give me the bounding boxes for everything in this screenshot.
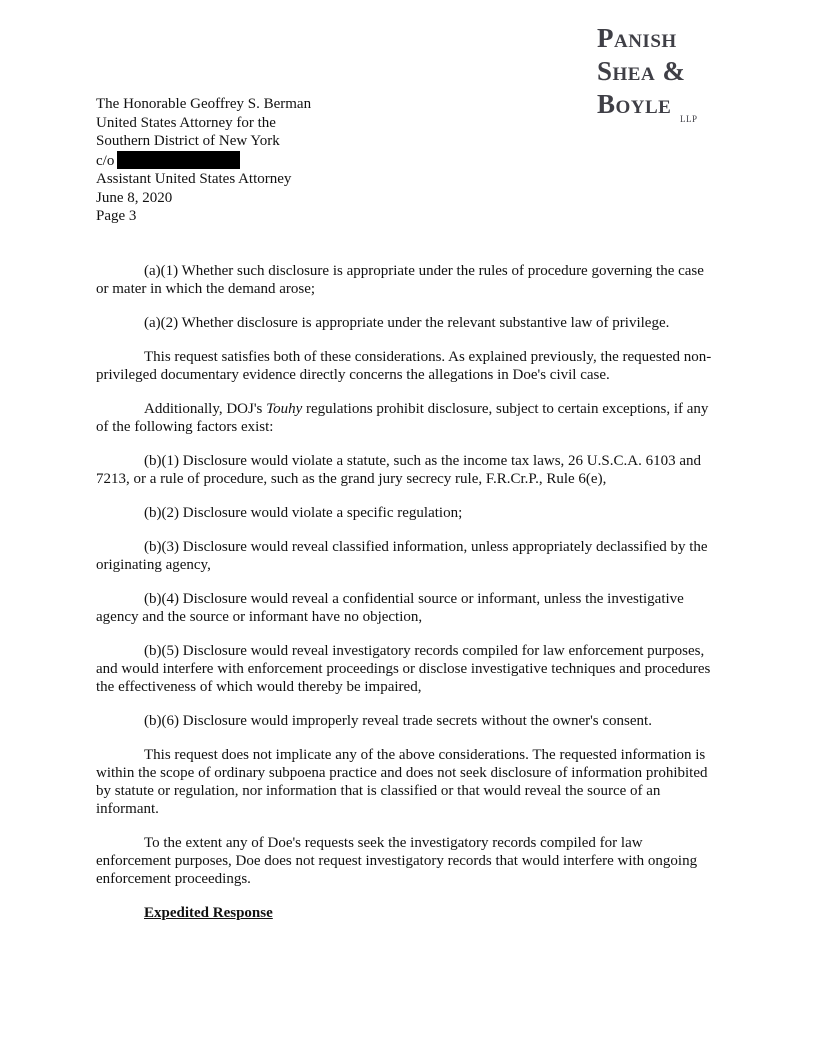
paragraph-investigatory: To the extent any of Doe's requests seek the investigatory records compiled for law enforcement purposes, Doe does not request investigatory records that would interfere with ongoing enforcement proceedings. <box>96 835 698 887</box>
touhy-after: regulations prohibit disclosure, subject to certain exceptions, if any of the following factors exist: <box>96 401 709 435</box>
recipient-title-2: Southern District of New York <box>96 133 280 149</box>
recipient-care-of <box>96 151 516 171</box>
redaction-bar <box>117 151 240 169</box>
paragraph-touhy <box>96 400 720 436</box>
recipient-assistant: Assistant United States Attorney <box>96 171 292 187</box>
touhy-italic: Touhy <box>266 401 303 417</box>
touhy-before: Additionally, DOJ's <box>144 401 267 417</box>
page-number: Page 3 <box>96 208 137 224</box>
paragraph-b4: (b)(4) Disclosure would reveal a confidential source or informant, unless the investigative agency and the source or informant have no objection, <box>96 591 684 625</box>
recipient-title-1: United States Attorney for the <box>96 114 276 131</box>
paragraph-considerations: This request satisfies both of these considerations. As explained previously, the requested non-privileged documentary evidence directly concerns the allegations in Doe's civil case. <box>96 349 712 383</box>
section-heading: Expedited Response <box>144 905 273 921</box>
paragraph-b3: (b)(3) Disclosure would reveal classified information, unless appropriately declassified by the originating agency, <box>96 539 708 573</box>
letter-date: June 8, 2020 <box>96 189 173 206</box>
paragraph-no-implication: This request does not implicate any of the above considerations. The requested information is within the scope of ordinary subpoena practice and does not seek disclosure of information prohibited by statute or regulation, nor information that is classified or that would reveal the source of an informant. <box>96 747 708 817</box>
recipient-name: The Honorable Geoffrey S. Berman <box>96 96 312 112</box>
paragraph-b6: (b)(6) Disclosure would improperly reveal trade secrets without the owner's consent. <box>144 713 652 729</box>
paragraph-a2: (a)(2) Whether disclosure is appropriate under the relevant substantive law of privilege. <box>144 315 670 331</box>
paragraph-b2: (b)(2) Disclosure would violate a specific regulation; <box>144 505 463 521</box>
firm-logo <box>597 22 727 124</box>
paragraph-a1: (a)(1) Whether such disclosure is appropriate under the rules of procedure governing the case or mater in which the demand arose; <box>96 263 704 297</box>
paragraph-b5: (b)(5) Disclosure would reveal investigatory records compiled for law enforcement purposes, and would interfere with enforcement proceedings or disclose investigative techniques and procedures the effectiveness of which would thereby be impaired, <box>96 643 711 695</box>
logo-llp: LLP <box>680 114 698 124</box>
care-of-label: c/o <box>96 152 115 169</box>
logo-line-1: Panish <box>597 23 677 53</box>
letter-body <box>96 262 720 922</box>
logo-line-3: Boyle <box>597 89 672 119</box>
logo-line-2: Shea & <box>597 56 686 86</box>
paragraph-b1: (b)(1) Disclosure would violate a statute, such as the income tax laws, 26 U.S.C.A. 6103 and 7213, or a rule of procedure, such as the grand jury secrecy rule, F.R.Cr.P., Rule 6(e), <box>96 453 701 487</box>
recipient-block <box>96 95 516 226</box>
